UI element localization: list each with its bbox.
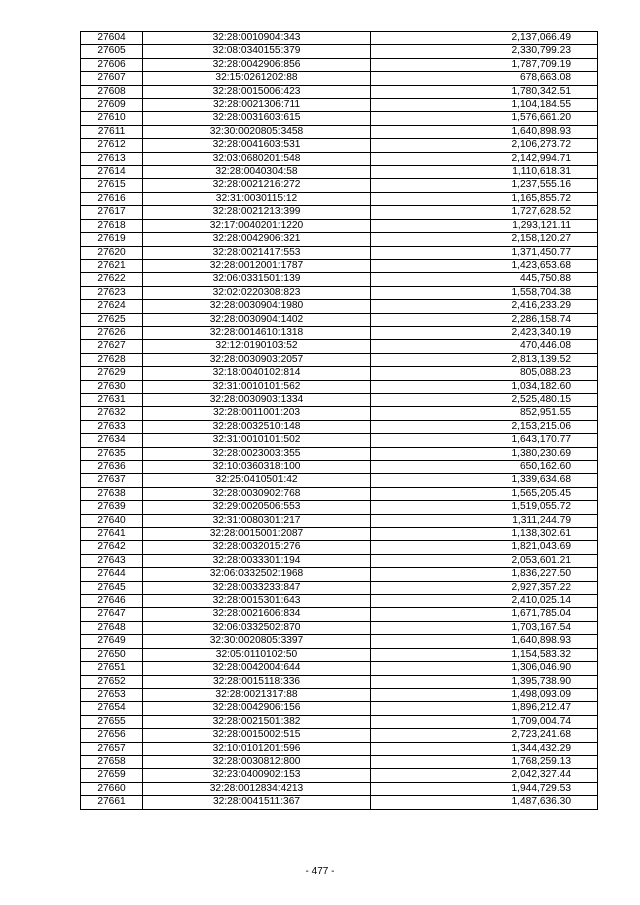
cadastral-number-cell: 32:28:0021501:382 bbox=[143, 715, 371, 728]
row-number-cell: 27641 bbox=[81, 528, 143, 541]
row-number-cell: 27628 bbox=[81, 353, 143, 366]
table-row bbox=[81, 595, 598, 608]
cadastral-number-cell: 32:28:0041511:367 bbox=[143, 796, 371, 809]
row-number-cell: 27635 bbox=[81, 447, 143, 460]
table-row bbox=[81, 541, 598, 554]
cadastral-number-cell: 32:10:0360318:100 bbox=[143, 461, 371, 474]
amount-cell: 2,330,799.23 bbox=[371, 45, 598, 58]
table-row bbox=[81, 554, 598, 567]
table-row bbox=[81, 420, 598, 433]
table-row bbox=[81, 380, 598, 393]
table-row bbox=[81, 139, 598, 152]
table-row bbox=[81, 72, 598, 85]
amount-cell: 1,110,618.31 bbox=[371, 166, 598, 179]
table-row bbox=[81, 568, 598, 581]
amount-cell: 2,813,139.52 bbox=[371, 353, 598, 366]
row-number-cell: 27605 bbox=[81, 45, 143, 58]
row-number-cell: 27656 bbox=[81, 729, 143, 742]
cadastral-number-cell: 32:28:0030903:2057 bbox=[143, 353, 371, 366]
cadastral-number-cell: 32:28:0041603:531 bbox=[143, 139, 371, 152]
row-number-cell: 27626 bbox=[81, 326, 143, 339]
table-row bbox=[81, 246, 598, 259]
amount-cell: 1,709,004.74 bbox=[371, 715, 598, 728]
table-row bbox=[81, 769, 598, 782]
table-row bbox=[81, 353, 598, 366]
row-number-cell: 27642 bbox=[81, 541, 143, 554]
row-number-cell: 27634 bbox=[81, 434, 143, 447]
table-row bbox=[81, 581, 598, 594]
cadastral-number-cell: 32:15:0261202:88 bbox=[143, 72, 371, 85]
page-number: - 477 - bbox=[305, 866, 335, 877]
table-row bbox=[81, 755, 598, 768]
cadastral-number-cell: 32:28:0042906:321 bbox=[143, 233, 371, 246]
row-number-cell: 27631 bbox=[81, 393, 143, 406]
amount-cell: 2,927,357.22 bbox=[371, 581, 598, 594]
amount-cell: 1,237,555.16 bbox=[371, 179, 598, 192]
amount-cell: 2,525,480.15 bbox=[371, 393, 598, 406]
row-number-cell: 27630 bbox=[81, 380, 143, 393]
amount-cell: 1,344,432.29 bbox=[371, 742, 598, 755]
amount-cell: 1,293,121.11 bbox=[371, 219, 598, 232]
row-number-cell: 27661 bbox=[81, 796, 143, 809]
amount-cell: 1,311,244.79 bbox=[371, 514, 598, 527]
row-number-cell: 27651 bbox=[81, 662, 143, 675]
table-row bbox=[81, 702, 598, 715]
table-row bbox=[81, 742, 598, 755]
table-row bbox=[81, 447, 598, 460]
row-number-cell: 27606 bbox=[81, 58, 143, 71]
amount-cell: 805,088.23 bbox=[371, 367, 598, 380]
amount-cell: 2,106,273.72 bbox=[371, 139, 598, 152]
cadastral-number-cell: 32:12:0190103:52 bbox=[143, 340, 371, 353]
cadastral-number-cell: 32:28:0032510:148 bbox=[143, 420, 371, 433]
table-row bbox=[81, 528, 598, 541]
amount-cell: 650,162.60 bbox=[371, 461, 598, 474]
amount-cell: 1,519,055.72 bbox=[371, 501, 598, 514]
amount-cell: 2,416,233.29 bbox=[371, 300, 598, 313]
cadastral-number-cell: 32:28:0021606:834 bbox=[143, 608, 371, 621]
row-number-cell: 27644 bbox=[81, 568, 143, 581]
cadastral-number-cell: 32:29:0020506:553 bbox=[143, 501, 371, 514]
amount-cell: 1,034,182.60 bbox=[371, 380, 598, 393]
cadastral-number-cell: 32:31:0010101:562 bbox=[143, 380, 371, 393]
cadastral-number-cell: 32:30:0020805:3458 bbox=[143, 125, 371, 138]
table-row bbox=[81, 85, 598, 98]
row-number-cell: 27612 bbox=[81, 139, 143, 152]
table-row bbox=[81, 648, 598, 661]
table-row bbox=[81, 434, 598, 447]
row-number-cell: 27648 bbox=[81, 621, 143, 634]
row-number-cell: 27660 bbox=[81, 782, 143, 795]
cadastral-number-cell: 32:31:0030115:12 bbox=[143, 192, 371, 205]
amount-cell: 2,053,601.21 bbox=[371, 554, 598, 567]
row-number-cell: 27604 bbox=[81, 32, 143, 45]
cadastral-number-cell: 32:28:0021306:711 bbox=[143, 99, 371, 112]
cadastral-number-cell: 32:28:0021216:272 bbox=[143, 179, 371, 192]
amount-cell: 1,821,043.69 bbox=[371, 541, 598, 554]
row-number-cell: 27647 bbox=[81, 608, 143, 621]
row-number-cell: 27632 bbox=[81, 407, 143, 420]
table-row bbox=[81, 32, 598, 45]
table-row bbox=[81, 112, 598, 125]
table-row bbox=[81, 286, 598, 299]
amount-cell: 1,768,259.13 bbox=[371, 755, 598, 768]
cadastral-number-cell: 32:06:0331501:139 bbox=[143, 273, 371, 286]
row-number-cell: 27633 bbox=[81, 420, 143, 433]
cadastral-number-cell: 32:10:0101201:596 bbox=[143, 742, 371, 755]
table-row bbox=[81, 166, 598, 179]
cadastral-number-cell: 32:30:0020805:3397 bbox=[143, 635, 371, 648]
row-number-cell: 27614 bbox=[81, 166, 143, 179]
table-row bbox=[81, 300, 598, 313]
row-number-cell: 27649 bbox=[81, 635, 143, 648]
row-number-cell: 27629 bbox=[81, 367, 143, 380]
row-number-cell: 27622 bbox=[81, 273, 143, 286]
amount-cell: 1,643,170.77 bbox=[371, 434, 598, 447]
cadastral-number-cell: 32:28:0033301:194 bbox=[143, 554, 371, 567]
row-number-cell: 27637 bbox=[81, 474, 143, 487]
table-row bbox=[81, 487, 598, 500]
table-row bbox=[81, 326, 598, 339]
cadastral-number-cell: 32:31:0080301:217 bbox=[143, 514, 371, 527]
row-number-cell: 27621 bbox=[81, 259, 143, 272]
amount-cell: 1,498,093.09 bbox=[371, 688, 598, 701]
row-number-cell: 27640 bbox=[81, 514, 143, 527]
cadastral-number-cell: 32:28:0015002:515 bbox=[143, 729, 371, 742]
amount-cell: 678,663.08 bbox=[371, 72, 598, 85]
table-row bbox=[81, 675, 598, 688]
cadastral-number-cell: 32:23:0400902:153 bbox=[143, 769, 371, 782]
amount-cell: 2,137,066.49 bbox=[371, 32, 598, 45]
cadastral-number-cell: 32:05:0110102:50 bbox=[143, 648, 371, 661]
cadastral-number-cell: 32:28:0042906:856 bbox=[143, 58, 371, 71]
row-number-cell: 27623 bbox=[81, 286, 143, 299]
amount-cell: 2,158,120.27 bbox=[371, 233, 598, 246]
row-number-cell: 27654 bbox=[81, 702, 143, 715]
amount-cell: 1,558,704.38 bbox=[371, 286, 598, 299]
cadastral-number-cell: 32:28:0030812:800 bbox=[143, 755, 371, 768]
cadastral-number-cell: 32:28:0010904:343 bbox=[143, 32, 371, 45]
row-number-cell: 27643 bbox=[81, 554, 143, 567]
cadastral-number-cell: 32:28:0040304:58 bbox=[143, 166, 371, 179]
row-number-cell: 27627 bbox=[81, 340, 143, 353]
amount-cell: 1,944,729.53 bbox=[371, 782, 598, 795]
cadastral-number-cell: 32:28:0015001:2087 bbox=[143, 528, 371, 541]
cadastral-number-cell: 32:28:0021417:553 bbox=[143, 246, 371, 259]
cadastral-number-cell: 32:31:0010101:502 bbox=[143, 434, 371, 447]
table-row bbox=[81, 514, 598, 527]
cadastral-number-cell: 32:28:0023003:355 bbox=[143, 447, 371, 460]
amount-cell: 470,446.08 bbox=[371, 340, 598, 353]
row-number-cell: 27653 bbox=[81, 688, 143, 701]
amount-cell: 2,723,241.68 bbox=[371, 729, 598, 742]
row-number-cell: 27659 bbox=[81, 769, 143, 782]
cadastral-number-cell: 32:28:0015301:643 bbox=[143, 595, 371, 608]
table-row bbox=[81, 233, 598, 246]
amount-cell: 1,836,227.50 bbox=[371, 568, 598, 581]
row-number-cell: 27645 bbox=[81, 581, 143, 594]
amount-cell: 1,896,212.47 bbox=[371, 702, 598, 715]
row-number-cell: 27646 bbox=[81, 595, 143, 608]
row-number-cell: 27636 bbox=[81, 461, 143, 474]
table-row bbox=[81, 340, 598, 353]
cadastral-number-cell: 32:28:0030902:768 bbox=[143, 487, 371, 500]
table-row bbox=[81, 206, 598, 219]
cadastral-number-cell: 32:28:0042906:156 bbox=[143, 702, 371, 715]
table-row bbox=[81, 273, 598, 286]
cadastral-number-cell: 32:28:0030904:1980 bbox=[143, 300, 371, 313]
row-number-cell: 27655 bbox=[81, 715, 143, 728]
amount-cell: 1,703,167.54 bbox=[371, 621, 598, 634]
table-row bbox=[81, 782, 598, 795]
table-body bbox=[81, 32, 598, 810]
table-row bbox=[81, 715, 598, 728]
row-number-cell: 27610 bbox=[81, 112, 143, 125]
row-number-cell: 27620 bbox=[81, 246, 143, 259]
row-number-cell: 27624 bbox=[81, 300, 143, 313]
amount-cell: 2,286,158.74 bbox=[371, 313, 598, 326]
amount-cell: 2,042,327.44 bbox=[371, 769, 598, 782]
amount-cell: 1,138,302.61 bbox=[371, 528, 598, 541]
amount-cell: 1,565,205.45 bbox=[371, 487, 598, 500]
row-number-cell: 27617 bbox=[81, 206, 143, 219]
table-row bbox=[81, 621, 598, 634]
row-number-cell: 27657 bbox=[81, 742, 143, 755]
table-row bbox=[81, 501, 598, 514]
amount-cell: 1,339,634.68 bbox=[371, 474, 598, 487]
amount-cell: 1,154,583.32 bbox=[371, 648, 598, 661]
cadastral-number-cell: 32:28:0033233:847 bbox=[143, 581, 371, 594]
amount-cell: 1,104,184.55 bbox=[371, 99, 598, 112]
amount-cell: 1,395,738.90 bbox=[371, 675, 598, 688]
cadastral-number-cell: 32:28:0042004:644 bbox=[143, 662, 371, 675]
cadastral-number-cell: 32:25:0410501:42 bbox=[143, 474, 371, 487]
table-row bbox=[81, 635, 598, 648]
cadastral-number-cell: 32:28:0012834:4213 bbox=[143, 782, 371, 795]
table-row bbox=[81, 608, 598, 621]
cadastral-number-cell: 32:28:0021213:399 bbox=[143, 206, 371, 219]
amount-cell: 2,410,025.14 bbox=[371, 595, 598, 608]
cadastral-number-cell: 32:28:0031603:615 bbox=[143, 112, 371, 125]
amount-cell: 1,380,230.69 bbox=[371, 447, 598, 460]
table-row bbox=[81, 192, 598, 205]
row-number-cell: 27619 bbox=[81, 233, 143, 246]
cadastral-number-cell: 32:28:0011001:203 bbox=[143, 407, 371, 420]
cadastral-number-cell: 32:28:0012001:1787 bbox=[143, 259, 371, 272]
amount-cell: 2,423,340.19 bbox=[371, 326, 598, 339]
cadastral-number-cell: 32:02:0220308:823 bbox=[143, 286, 371, 299]
row-number-cell: 27613 bbox=[81, 152, 143, 165]
table-row bbox=[81, 393, 598, 406]
row-number-cell: 27638 bbox=[81, 487, 143, 500]
table-row bbox=[81, 125, 598, 138]
cadastral-number-cell: 32:28:0021317:88 bbox=[143, 688, 371, 701]
row-number-cell: 27607 bbox=[81, 72, 143, 85]
cadastral-number-cell: 32:06:0332502:870 bbox=[143, 621, 371, 634]
amount-cell: 1,780,342.51 bbox=[371, 85, 598, 98]
row-number-cell: 27639 bbox=[81, 501, 143, 514]
cadastral-number-cell: 32:17:0040201:1220 bbox=[143, 219, 371, 232]
row-number-cell: 27608 bbox=[81, 85, 143, 98]
data-table bbox=[80, 31, 598, 810]
row-number-cell: 27650 bbox=[81, 648, 143, 661]
cadastral-number-cell: 32:06:0332502:1968 bbox=[143, 568, 371, 581]
amount-cell: 1,306,046.90 bbox=[371, 662, 598, 675]
amount-cell: 1,727,628.52 bbox=[371, 206, 598, 219]
cadastral-number-cell: 32:08:0340155:379 bbox=[143, 45, 371, 58]
table-row bbox=[81, 179, 598, 192]
amount-cell: 1,371,450.77 bbox=[371, 246, 598, 259]
row-number-cell: 27609 bbox=[81, 99, 143, 112]
table-row bbox=[81, 58, 598, 71]
row-number-cell: 27625 bbox=[81, 313, 143, 326]
table-row bbox=[81, 259, 598, 272]
table-row bbox=[81, 367, 598, 380]
table-row bbox=[81, 474, 598, 487]
cadastral-number-cell: 32:18:0040102:814 bbox=[143, 367, 371, 380]
table-row bbox=[81, 662, 598, 675]
cadastral-number-cell: 32:28:0014610:1318 bbox=[143, 326, 371, 339]
amount-cell: 1,423,653.68 bbox=[371, 259, 598, 272]
amount-cell: 445,750.88 bbox=[371, 273, 598, 286]
table-row bbox=[81, 729, 598, 742]
table-row bbox=[81, 99, 598, 112]
row-number-cell: 27658 bbox=[81, 755, 143, 768]
amount-cell: 1,640,898.93 bbox=[371, 635, 598, 648]
amount-cell: 1,671,785.04 bbox=[371, 608, 598, 621]
amount-cell: 1,165,855.72 bbox=[371, 192, 598, 205]
table-row bbox=[81, 688, 598, 701]
amount-cell: 1,576,661.20 bbox=[371, 112, 598, 125]
row-number-cell: 27611 bbox=[81, 125, 143, 138]
amount-cell: 852,951.55 bbox=[371, 407, 598, 420]
table-row bbox=[81, 796, 598, 809]
row-number-cell: 27615 bbox=[81, 179, 143, 192]
row-number-cell: 27652 bbox=[81, 675, 143, 688]
cadastral-number-cell: 32:03:0680201:548 bbox=[143, 152, 371, 165]
cadastral-number-cell: 32:28:0015118:336 bbox=[143, 675, 371, 688]
cadastral-number-cell: 32:28:0015006:423 bbox=[143, 85, 371, 98]
amount-cell: 1,487,636.30 bbox=[371, 796, 598, 809]
table-row bbox=[81, 152, 598, 165]
table-row bbox=[81, 313, 598, 326]
amount-cell: 1,640,898.93 bbox=[371, 125, 598, 138]
table-row bbox=[81, 45, 598, 58]
cadastral-number-cell: 32:28:0032015:276 bbox=[143, 541, 371, 554]
table-row bbox=[81, 407, 598, 420]
amount-cell: 1,787,709.19 bbox=[371, 58, 598, 71]
amount-cell: 2,153,215.06 bbox=[371, 420, 598, 433]
row-number-cell: 27616 bbox=[81, 192, 143, 205]
amount-cell: 2,142,994.71 bbox=[371, 152, 598, 165]
cadastral-number-cell: 32:28:0030904:1402 bbox=[143, 313, 371, 326]
table-row bbox=[81, 219, 598, 232]
table-row bbox=[81, 461, 598, 474]
row-number-cell: 27618 bbox=[81, 219, 143, 232]
cadastral-number-cell: 32:28:0030903:1334 bbox=[143, 393, 371, 406]
